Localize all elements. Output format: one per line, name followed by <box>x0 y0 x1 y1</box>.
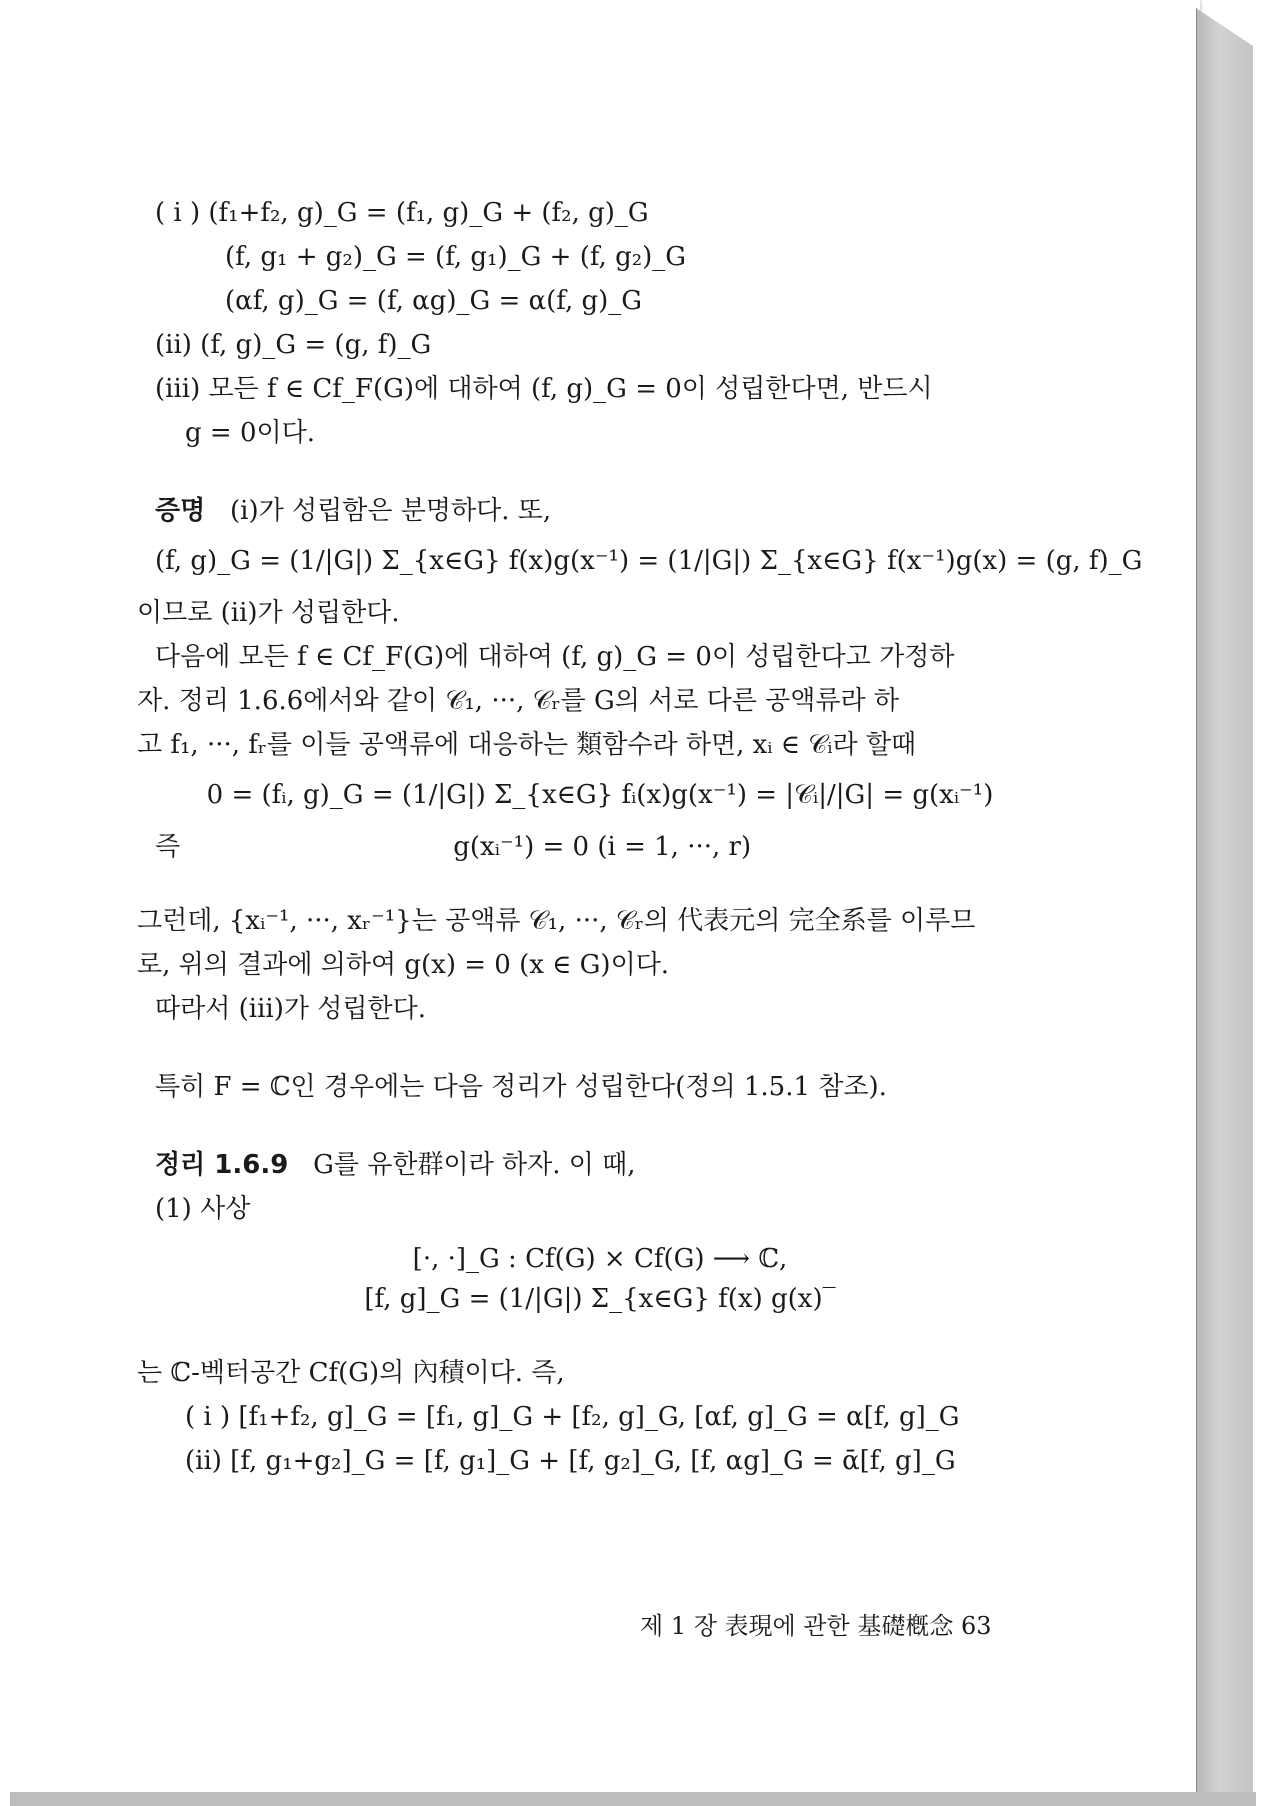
equation-4: [·, ·]_G : Cf(G) × Cf(G) ⟶ ℂ, <box>412 1244 788 1274</box>
equation-1: (f, g)_G = (1/|G|) Σ_{x∈G} f(x)g(x⁻¹) = (1/|G|) Σ_{x∈G} f(x⁻¹)g(x) = (g, f)_G <box>155 546 1143 576</box>
page-footer: 제 1 장 表現에 관한 基礎槪念 63 <box>640 1612 992 1640</box>
equation-2: 0 = (fᵢ, g)_G = (1/|G|) Σ_{x∈G} fᵢ(x)g(x⁻¹) = |𝒞ᵢ|/|G| = g(xᵢ⁻¹) <box>206 780 994 810</box>
prop-item-ii: (ii) (f, g)_G = (g, f)_G <box>155 330 432 360</box>
paragraph-1: 이므로 (ii)가 성립한다. <box>137 598 400 628</box>
equation-3-row <box>155 829 1045 865</box>
page-stack-bottom <box>10 1792 1256 1806</box>
theorem-item-i: ( i ) [f₁+f₂, g]_G = [f₁, g]_G + [f₂, g]_G, [αf, g]_G = α[f, g]_G <box>185 1402 960 1432</box>
proof-label: 증명 <box>155 496 206 526</box>
theorem-line <box>155 1147 1045 1183</box>
paragraph-2-line-1: 다음에 모든 f ∈ Cf_F(G)에 대하여 (f, g)_G = 0이 성립한다고 가정하 <box>155 642 955 672</box>
prop-item-i-3: (αf, g)_G = (f, αg)_G = α(f, g)_G <box>225 286 643 316</box>
paragraph-5: 특히 F = ℂ인 경우에는 다음 정리가 성립한다(정의 1.5.1 참조). <box>155 1072 887 1102</box>
prop-item-i: ( i ) (f₁+f₂, g)_G = (f₁, g)_G + (f₂, g)_G <box>155 198 649 228</box>
theorem-item-1: (1) 사상 <box>155 1194 251 1224</box>
theorem-text: G를 유한群이라 하자. 이 때, <box>313 1150 636 1180</box>
prop-item-i-2: (f, g₁ + g₂)_G = (f, g₁)_G + (f, g₂)_G <box>225 242 687 272</box>
prop-item-iii-2: g = 0이다. <box>185 418 315 448</box>
prop-item-iii: (iii) 모든 f ∈ Cf_F(G)에 대하여 (f, g)_G = 0이 성립한다면, 반드시 <box>155 374 933 404</box>
proof-line <box>155 493 1045 529</box>
paragraph-4: 따라서 (iii)가 성립한다. <box>155 994 426 1024</box>
paragraph-6: 는 ℂ-벡터공간 Cf(G)의 內積이다. 즉, <box>137 1358 565 1388</box>
page-content <box>137 195 1143 1487</box>
paragraph-3-line-1: 그런데, {xᵢ⁻¹, ···, xᵣ⁻¹}는 공액류 𝒞₁, ···, 𝒞ᵣ의 代表元의 完全系를 이루므 <box>137 906 976 936</box>
paragraph-2-line-3: 고 f₁, ···, fᵣ를 이들 공액류에 대응하는 類함수라 하면, xᵢ ∈ 𝒞ᵢ라 할때 <box>137 730 917 760</box>
theorem-label: 정리 1.6.9 <box>155 1150 289 1180</box>
page-stack-edge <box>1196 8 1253 1798</box>
theorem-item-ii: (ii) [f, g₁+g₂]_G = [f, g₁]_G + [f, g₂]_G, [f, αg]_G = ᾱ[f, g]_G <box>185 1446 956 1476</box>
equation-3: g(xᵢ⁻¹) = 0 (i = 1, ···, r) <box>453 832 752 862</box>
equation-3-label: 즉 <box>155 832 181 862</box>
equation-5: [f, g]_G = (1/|G|) Σ_{x∈G} f(x) g(x)‾ <box>364 1284 836 1314</box>
paragraph-2-line-2: 자. 정리 1.6.6에서와 같이 𝒞₁, ···, 𝒞ᵣ를 G의 서로 다른 공액류라 하 <box>137 686 899 716</box>
paragraph-3-line-2: 로, 위의 결과에 의하여 g(x) = 0 (x ∈ G)이다. <box>137 950 670 980</box>
proof-text: (i)가 성립함은 분명하다. 또, <box>230 496 552 526</box>
